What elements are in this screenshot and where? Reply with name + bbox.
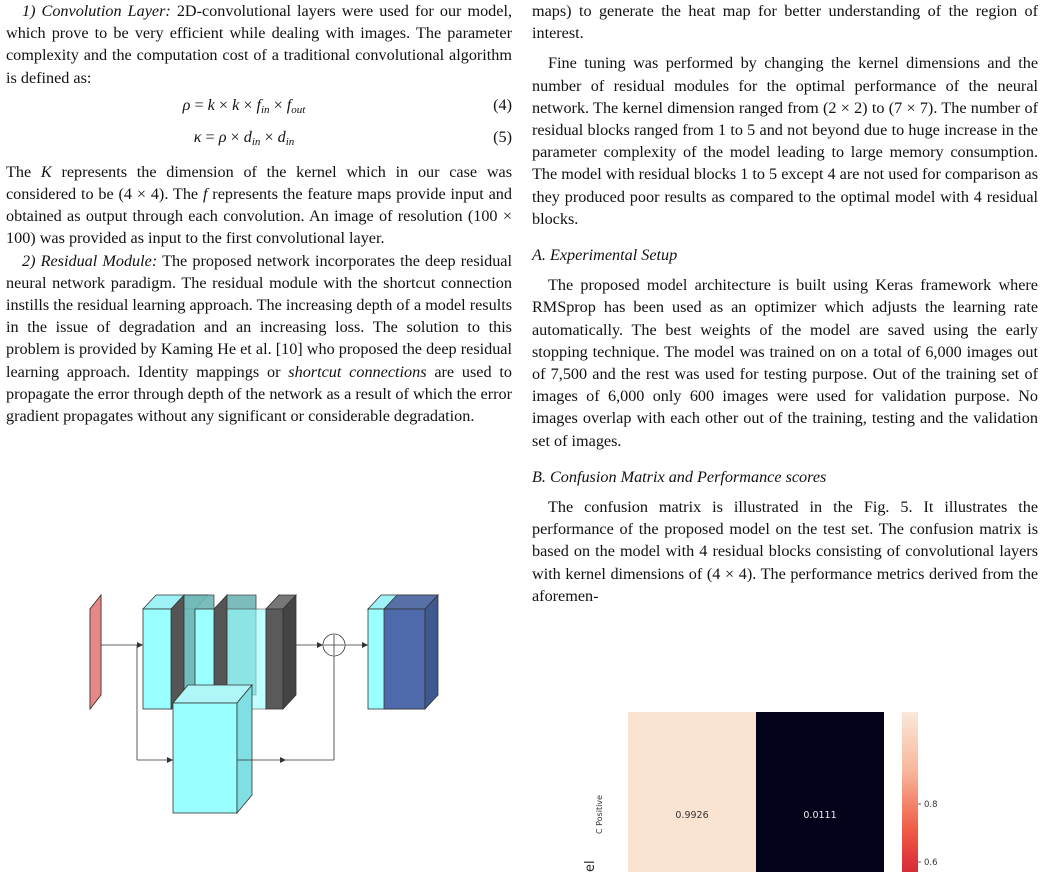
heatmap-cell-tl (628, 712, 756, 872)
equation-5: $\kappa = \rho \times d_{in} \times d_{in}$ (193, 127, 295, 148)
convolution-layer-heading: 1) Convolution Layer: (22, 2, 171, 20)
heatmap-cell-tl-label: 0.9926 (675, 810, 709, 821)
experimental-setup-paragraph: The proposed model architecture is built using Keras framework where RMSprop has been used as an optimizer which adjusts the learning rate automatically. The best weights of the model are saved using the early stopping technique. The model was trained on on a total of 6,000 images out of 7,500 and the rest was used for testing purpose. Out of the training set of images of 6,000 only 600 images were used for validation purpose. No images overlap with each other out of the training, testing and the validation set of images. (532, 276, 1038, 450)
heatmap-intro-paragraph: maps) to generate the heat map for better understanding of the region of interest. (532, 2, 1038, 43)
input-block (79, 595, 101, 709)
resolution: (100 × 100) (6, 207, 512, 248)
fine-tuning-paragraph: Fine tuning was performed by changing the kernel dimensions and the number of residual modules for the optimal performance of the neural network. The kernel dimension ranged from (2 × 2) to (7 × 7). The number of residual blocks ranged from 1 to 5 and not beyond due to huge increase in the parameter complexity of the model leading to large memory consumption. The model with residual blocks 1 to 5 except 4 are not used for comparison as they produced poor results as compared to the optimal model with 4 residual blocks. (532, 54, 1038, 228)
shortcut-block (173, 685, 252, 813)
output-block (368, 595, 438, 709)
confusion-matrix-paragraph: The confusion matrix is illustrated in the Fig. 5. It illustrates the performance of the proposed model on the test set. The confusion matrix is based on the model with 4 residual blocks consisting of convolutional layers with kernel dimensions of (4 × 4). The performance metrics derived from the aforemen- (532, 498, 1038, 605)
equation-4: $\rho = k \times k \times f_{in} \times f_{out}$ (182, 95, 306, 116)
k-symbol: K (40, 162, 52, 181)
equation-5-number: (5) (493, 127, 512, 146)
kernel-size-ref: (4 × 4) (706, 564, 753, 583)
heatmap-cell-tr-label: 0.0111 (803, 810, 837, 821)
confusion-matrix-heatmap (580, 712, 1040, 872)
right-column (532, 0, 1038, 607)
residual-module-diagram (6, 585, 512, 895)
section-experimental-setup: A. Experimental Setup (532, 246, 678, 265)
kernel-min: (2 × 2) (822, 98, 868, 117)
kernel-size: (4 × 4) (118, 185, 165, 204)
f-symbol: f (202, 185, 208, 204)
colorbar (902, 712, 918, 872)
convolution-layer-text: 2D-convolutional layers were used for our model, which prove to be very efficient while dealing with images. The parameter complexity and the computation cost of a traditional convolutional algorithm is defined as: (6, 2, 512, 87)
convolution-layer-paragraph (6, 0, 512, 89)
equation-5-row (6, 121, 512, 153)
heatmap-ylabel: el (583, 860, 598, 872)
kernel-paragraph: The K represents the dimension of the kernel which in our case was considered to be (4 × 4). The f represents the feature maps provide input and obtained as output through each convolution. An image of resolution (100 × 100) was provided as input to the first convolutional layer. (6, 162, 512, 248)
shortcut-connections-term: shortcut connections (288, 362, 427, 381)
left-column (6, 0, 512, 427)
colorbar-tick-06: 0.6 (924, 858, 938, 868)
residual-module-heading: 2) Residual Module: (22, 251, 158, 270)
kernel-max: (7 × 7) (888, 98, 934, 117)
section-confusion-matrix: B. Confusion Matrix and Performance scores (532, 467, 827, 486)
heatmap-cell-tr (756, 712, 884, 872)
equation-4-row (6, 89, 512, 121)
colorbar-tick-08: 0.8 (924, 800, 938, 810)
heatmap-ylabel-sub: C Positive (595, 795, 604, 834)
residual-module-paragraph: 2) Residual Module: The proposed network incorporates the deep residual neural network paradigm. The residual module with the shortcut connection instills the residual learning approach. The increasing depth of a model results in the issue of degradation and an increasing loss. The solution to this problem is provided by Kaming He et al. [10] who proposed the deep residual learning approach. Identity mappings or shortcut connections are used to propagate the error through depth of the network as a result of which the error gradient propagates without any significant or considerable degradation. (6, 251, 512, 426)
equation-4-number: (4) (493, 95, 512, 114)
